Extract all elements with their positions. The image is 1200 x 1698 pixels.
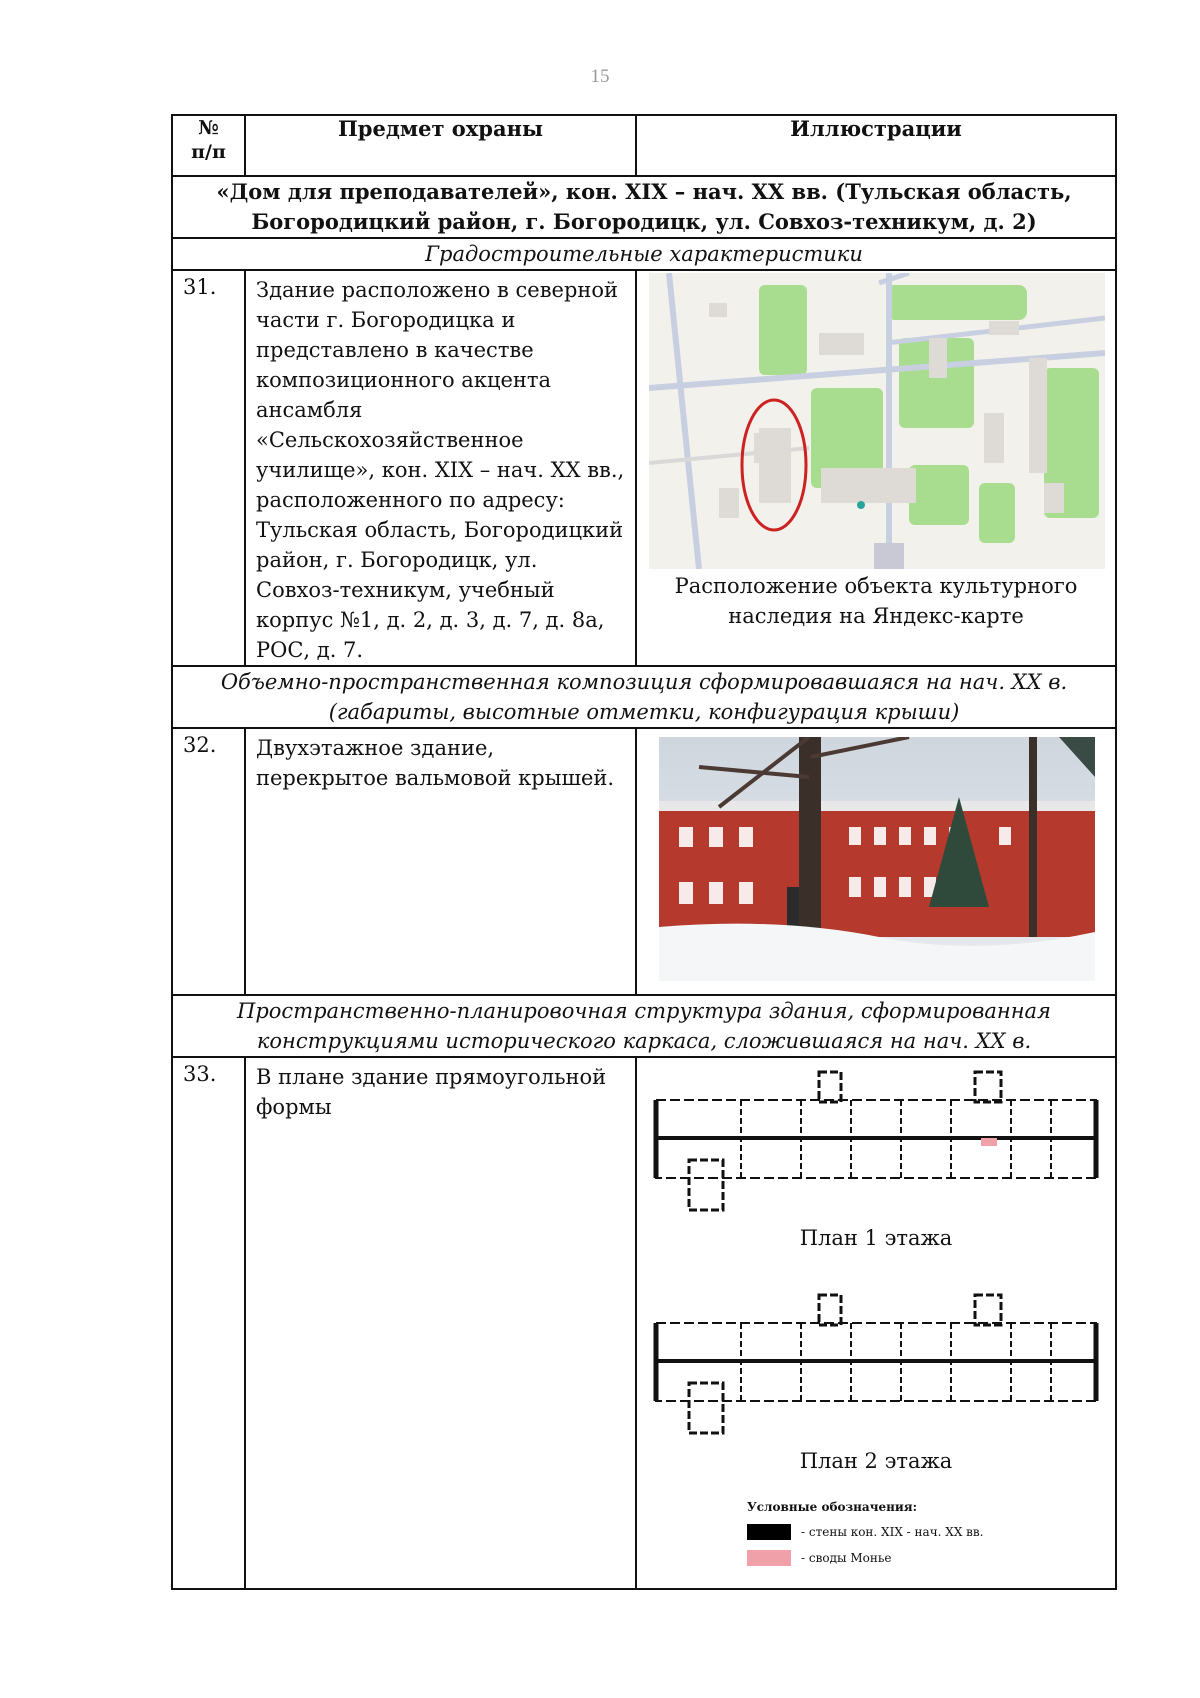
table-row: [172, 270, 1116, 666]
yandex-map-image: [649, 273, 1105, 569]
row-number: 32.: [172, 728, 245, 995]
legend-item: [747, 1524, 1115, 1540]
section-title-row: [172, 238, 1116, 270]
legend-title: Условные обозначения:: [747, 1500, 918, 1514]
row-number: 31.: [172, 270, 245, 666]
illustration-cell: [636, 728, 1116, 995]
protection-table: [171, 114, 1117, 1590]
object-title-row: [172, 176, 1116, 238]
row-number: 33.: [172, 1057, 245, 1589]
table-row: [172, 728, 1116, 995]
header-subject: Предмет охраны: [245, 115, 636, 176]
legend-swatch-walls: [747, 1524, 791, 1540]
row-text: Здание расположено в северной части г. Богородицка и представлено в качестве композиционного акцента ансамбля «Сельскохозяйственное училище», кон. XIX – нач. XX вв., расположенного по адресу: Тульская область, Богородицкий район, г. Богородицк, ул. Совхоз-техникум, учебный корпус №1, д. 2, д. 3, д. 7, д. 8а, РОС, д. 7.: [245, 270, 636, 666]
table-row: [172, 1057, 1116, 1589]
section-title-row: [172, 666, 1116, 728]
illustration-cell: [636, 270, 1116, 666]
illustration-cell: [636, 1057, 1116, 1589]
legend-item: [747, 1550, 1115, 1566]
page-number: 15: [590, 66, 610, 87]
row-text: Двухэтажное здание, перекрытое вальмовой крышей.: [245, 728, 636, 995]
section-title-row: [172, 995, 1116, 1057]
header-illustrations: Иллюстрации: [636, 115, 1116, 176]
floor-plan-2: [651, 1293, 1101, 1438]
plan1-caption: План 1 этажа: [799, 1226, 953, 1250]
floor-plan-1: [651, 1070, 1101, 1215]
section-title-volume: Объемно-пространственная композиция сформировавшаяся на нач. XX в.(габариты, высотные отметки, конфигурация крыши): [172, 666, 1116, 728]
section-title-urban: Градостроительные характеристики: [172, 238, 1116, 270]
table-header-row: [172, 115, 1116, 176]
section-title-planning: Пространственно-планировочная структура здания, сформированная конструкциями исторического каркаса, сложившаяся на нач. XX в.: [172, 995, 1116, 1057]
object-title: «Дом для преподавателей», кон. XIX – нач. XX вв. (Тульская область, Богородицкий район, г. Богородицк, ул. Совхоз-техникум, д. 2): [172, 176, 1116, 238]
legend-label: - своды Монье: [801, 1551, 892, 1565]
legend-swatch-vaults: [747, 1550, 791, 1566]
legend-label: - стены кон. XIX - нач. XX вв.: [801, 1525, 984, 1539]
building-photo: [659, 737, 1095, 981]
row-text: В плане здание прямоугольной формы: [245, 1057, 636, 1589]
legend: [747, 1500, 1115, 1566]
map-caption: Расположение объекта культурного наследия на Яндекс-карте: [674, 574, 1078, 628]
header-num: № п/п: [172, 115, 245, 176]
plan2-caption: План 2 этажа: [799, 1449, 953, 1473]
